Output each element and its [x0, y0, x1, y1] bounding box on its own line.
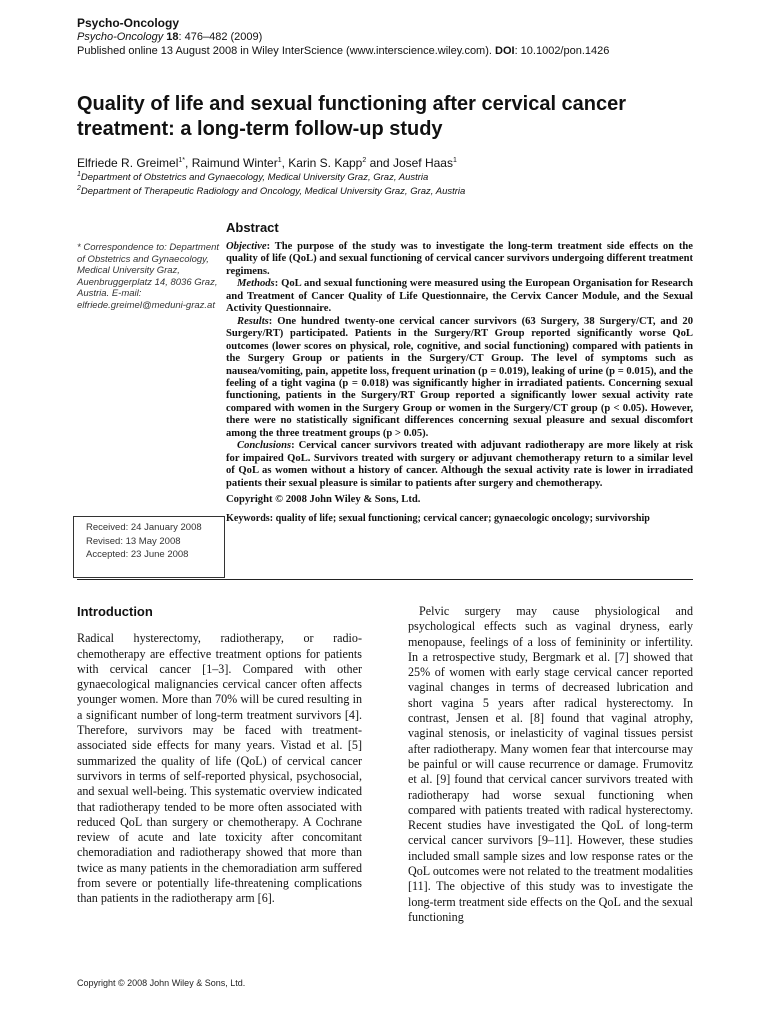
article-dates-box: [73, 516, 225, 578]
introduction-heading: Introduction: [77, 604, 153, 619]
published-text: Published online 13 August 2008 in Wiley InterScience (www.interscience.wiley.com).: [77, 45, 495, 57]
affiliation-1: [77, 171, 717, 183]
doi-value: : 10.1002/pon.1426: [514, 45, 610, 57]
citation-line: [77, 30, 697, 44]
abstract-objective: [226, 241, 693, 278]
abstract-label: Methods: [237, 278, 275, 290]
abstract-label: Objective: [226, 241, 267, 252]
affiliation-number: 1: [77, 171, 81, 178]
author-name: Elfriede R. Greimel: [77, 156, 179, 170]
section-divider: [77, 579, 693, 580]
journal-name: Psycho-Oncology: [77, 16, 180, 30]
author-affiliation-number: 1: [178, 157, 183, 164]
page-footer-copyright: Copyright © 2008 John Wiley & Sons, Ltd.: [77, 978, 246, 988]
author-separator: ,: [281, 156, 289, 170]
abstract-conclusions: [226, 440, 693, 490]
author-name: Raimund Winter: [191, 156, 278, 170]
author-name: Josef Haas: [392, 156, 453, 170]
author-separator: and: [366, 156, 393, 170]
author-correspondence-mark: *: [182, 157, 186, 164]
correspondence-note: * Correspondence to: Department of Obstetrics and Gynaecology, Medical University Graz, Auenbruggerplatz 14, 8036 Graz, Austria. E-mail: elfriede.greimel@meduni-graz.at: [77, 242, 220, 311]
keywords: Keywords: quality of life; sexual functioning; cervical cancer; gynaecologic oncology; survivorship: [226, 513, 650, 525]
journal-header: [77, 16, 697, 58]
abstract-heading: Abstract: [226, 220, 279, 235]
abstract-text: : One hundred twenty-one cervical cancer survivors (63 Surgery, 38 Surgery/CT, and 20 Surgery/RT) participated. Patients in the Surgery/RT Group reported significantly worse QoL outcomes (lower scores on physical, role, cognitive, and social functioning) compared with patients in the Surgery Group or patients in the Surgery/CT Group. The level of symptoms such as nausea/vomiting, pain, appetite loss, frequent urination (p = 0.019), leaking of urine (p = 0.015), and the feeling of a tight vagina (p = 0.018) was significantly higher in irradiated patients. Concerning sexual functioning, patients in the Surgery/RT Group reported a significantly lower sexual activity rate compared with women in the Surgery Group or women in the Surgery/CT group (p < 0.05). However, there were no statistically significant differences concerning sexual pleasure and sexual discomfort among the three treatment groups (p > 0.05).: [226, 315, 693, 439]
body-column-right: [408, 604, 693, 925]
abstract-copyright: Copyright © 2008 John Wiley & Sons, Ltd.: [226, 494, 421, 506]
received-date: Received: 24 January 2008: [86, 522, 202, 533]
affiliation-text: Department of Therapeutic Radiology and Oncology, Medical University Graz, Graz, Austria: [80, 186, 466, 198]
author-list: [77, 156, 717, 170]
accepted-date: Accepted: 23 June 2008: [86, 549, 189, 560]
abstract-text: : QoL and sexual functioning were measured using the European Organisation for Research and Treatment of Cancer Quality of Life Questionnaire, the Cervix Cancer Module, and the Sexual Activity Questionnaire.: [226, 278, 693, 315]
published-line: [77, 44, 697, 58]
abstract-label: Results: [237, 315, 269, 327]
affiliation-text: Department of Obstetrics and Gynaecology, Medical University Graz, Graz, Austria: [80, 172, 429, 184]
abstract-text: : Cervical cancer survivors treated with adjuvant radiotherapy are more likely at risk for impaired QoL. Survivors treated with surgery or adjuvant chemotherapy return to a similar level of QoL as women without a history of cancer. Although the sexual activity rate is lower in irradiated patients their sexual pleasure is similar to patients after surgery and chemotherapy.: [226, 440, 693, 489]
author-name: Karin S. Kapp: [288, 156, 363, 170]
body-paragraph: Pelvic surgery may cause physiological and psychological effects such as vaginal dryness, early menopause, feelings of a loss of femininity or infertility. In a retrospective study, Bergmark et al. [7] showed that 25% of women with early stage cervical cancer reported vaginal changes in terms of decreased lubrication and short vagina 5 years after radical hysterectomy. In contrast, Jensen et al. [8] found that vaginal atrophy, vaginal stenosis, or inelasticity of vaginal tissues persist after radiotherapy. Many women fear that intercourse may be painful or will cause recurrence or damage. Frumovitz et al. [9] found that cervical cancer survivors treated with radiotherapy had worse sexual functioning when compared with patients treated with radical hysterectomy. Recent studies have investigated the QoL of long-term cervical cancer survivors [9–11]. However, these studies included small sample sizes and low response rates or the QoL outcomes were not related to the treatment modalities [11]. The objective of this study was to investigate the long-term treatment side effects on the QoL and the sexual functioning: [408, 604, 693, 924]
citation-volume: 18: [166, 31, 179, 43]
body-column-left: [77, 604, 362, 907]
author-affiliation-number: 1: [452, 157, 457, 164]
author-affiliation-number: 2: [362, 157, 367, 164]
author: [77, 156, 192, 170]
article-title: Quality of life and sexual functioning after cervical cancer treatment: a long-term follow-up study: [77, 93, 627, 140]
citation-pages-year: : 476–482 (2009): [178, 31, 263, 43]
author: [288, 156, 393, 170]
author: [393, 156, 457, 170]
author: [192, 156, 289, 170]
abstract-label: Conclusions: [237, 440, 292, 452]
citation-journal: Psycho-Oncology: [77, 31, 164, 43]
affiliation-number: 2: [77, 185, 81, 192]
abstract-section: [226, 220, 693, 524]
revised-date: Revised: 13 May 2008: [86, 535, 181, 547]
author-affiliation-number: 1: [277, 157, 282, 164]
author-separator: ,: [185, 156, 192, 170]
abstract-methods: [226, 278, 693, 315]
abstract-text: : The purpose of the study was to investigate the long-term treatment side effects on the quality of life (QoL) and sexual functioning of cervical cancer survivors undergoing different treatment regimens.: [226, 241, 693, 277]
doi-label: DOI: [495, 45, 515, 57]
affiliation-2: [77, 185, 717, 197]
body-paragraph: Radical hysterectomy, radiotherapy, or radio-chemotherapy are effective treatment options for patients with cervical cancer [1–3]. Compared with other gynaecological malignancies cervical cancer often affects younger women. More than 70% will be cured resulting in a significant number of long-term treatment survivors [4]. Therefore, survivors may be faced with treatment-associated side effects for many years. Vistad et al. [5] summarized the quality of life (QoL) of cervical cancer survivors in terms of self-reported physical, psychosocial, and sexual well-being. This systematic overview indicated that radiotherapy tended to be more often associated with reduced QoL than surgery or chemotherapy. A Cochrane review of acute and late toxicity after concomitant chemoradiation and radiotherapy showed that more than twice as many patients in the chemoradiation arm suffered from severe or potentially life-threatening complications than patients in the radiotherapy arm [6].: [77, 631, 362, 906]
abstract-results: [226, 316, 693, 441]
